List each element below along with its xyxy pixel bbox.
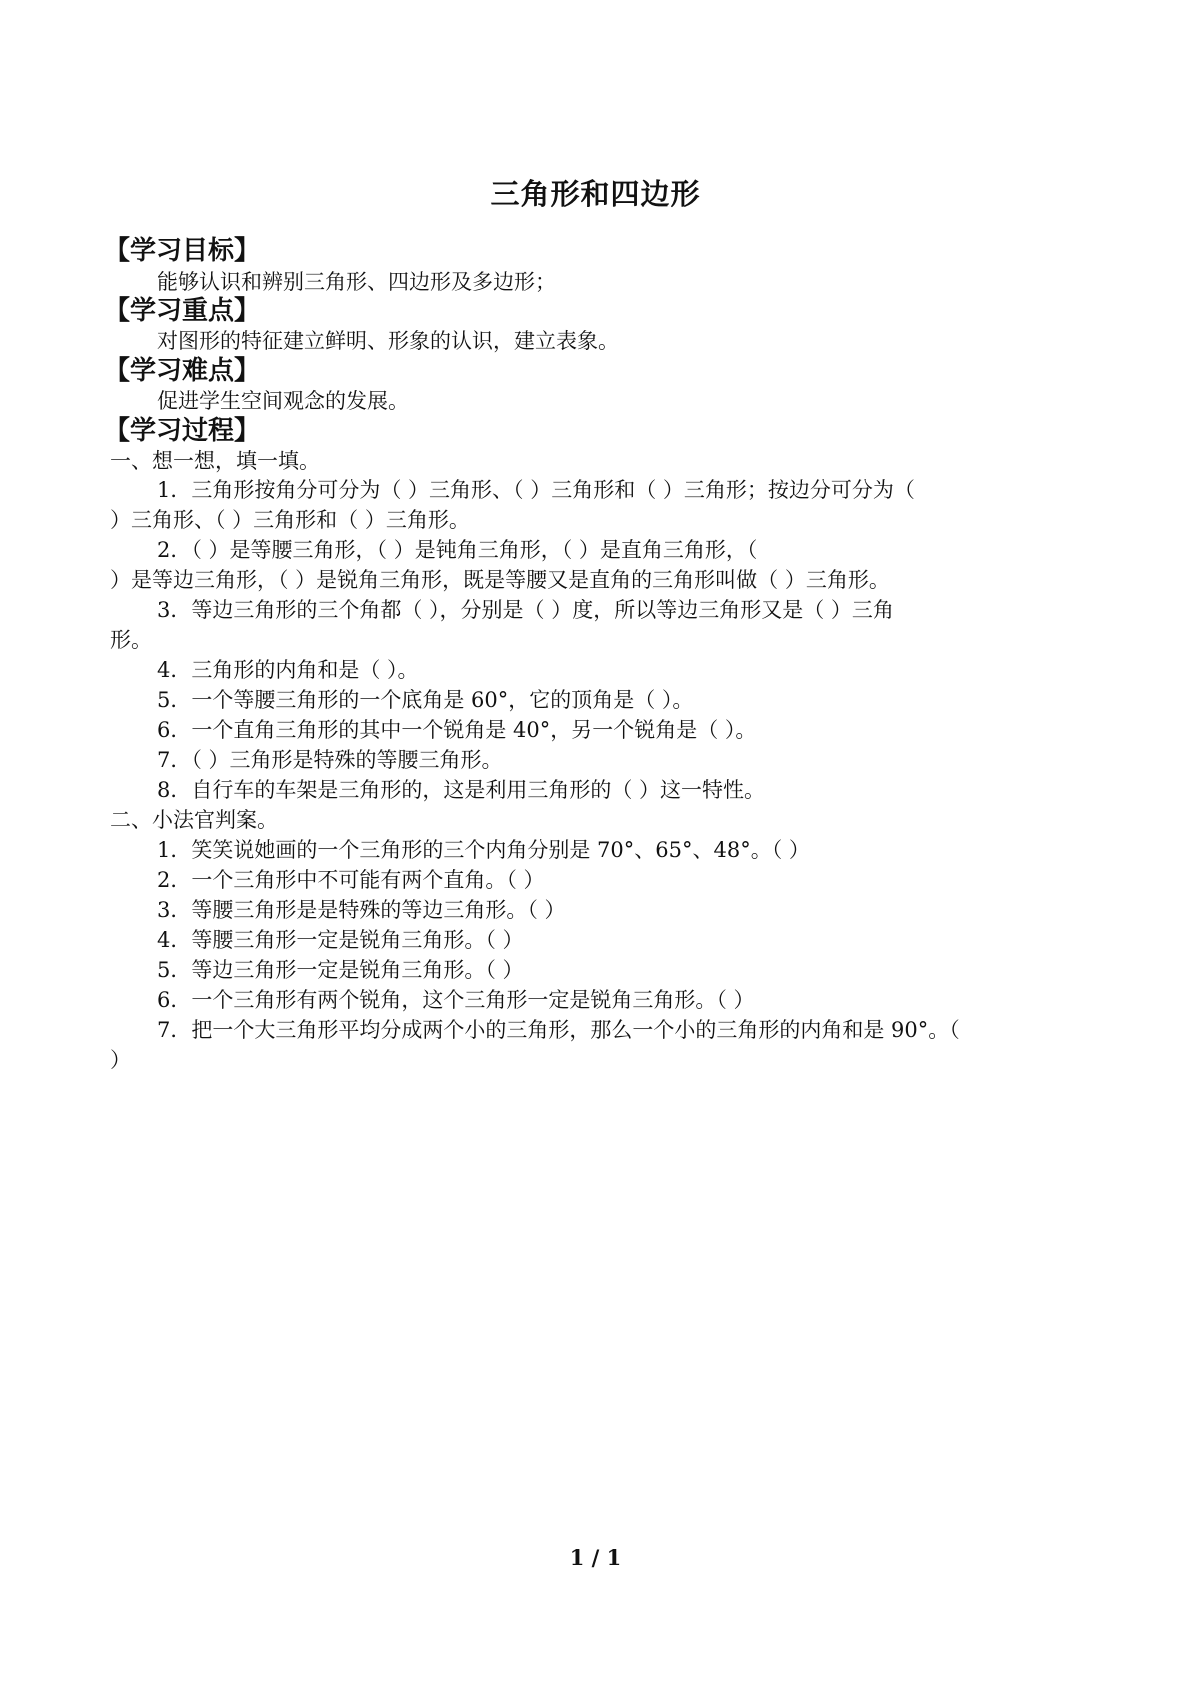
part1-question-6: 6．一个直角三角形的其中一个锐角是 40°，另一个锐角是（ ）。 bbox=[157, 718, 757, 742]
part2-question-1: 1．笑笑说她画的一个三角形的三个内角分别是 70°、65°、48°。（ ） bbox=[157, 838, 810, 862]
part2-question-5: 5．等边三角形一定是锐角三角形。（ ） bbox=[157, 958, 524, 982]
page-number: 1 / 1 bbox=[569, 1545, 622, 1570]
part1-question-1-line-2: ）三角形、（ ）三角形和（ ）三角形。 bbox=[110, 508, 470, 532]
part2-heading: 二、小法官判案。 bbox=[110, 808, 278, 832]
part1-heading: 一、想一想，填一填。 bbox=[110, 449, 320, 473]
goal-heading: 【学习目标】 bbox=[104, 236, 261, 266]
part1-question-5: 5．一个等腰三角形的一个底角是 60°，它的顶角是（ ）。 bbox=[157, 688, 694, 712]
difficulty-text: 促进学生空间观念的发展。 bbox=[157, 389, 409, 413]
process-heading: 【学习过程】 bbox=[104, 416, 261, 446]
page-title: 三角形和四边形 bbox=[490, 177, 701, 211]
part2-question-2: 2．一个三角形中不可能有两个直角。（ ） bbox=[157, 868, 545, 892]
part2-question-7-line-1: 7．把一个大三角形平均分成两个小的三角形，那么一个小的三角形的内角和是 90°。（ bbox=[157, 1018, 960, 1042]
key-heading: 【学习重点】 bbox=[104, 296, 261, 326]
part1-question-8: 8．自行车的车架是三角形的，这是利用三角形的（ ）这一特性。 bbox=[157, 778, 766, 802]
part1-question-4: 4．三角形的内角和是（ ）。 bbox=[157, 658, 419, 682]
difficulty-heading: 【学习难点】 bbox=[104, 356, 261, 386]
part2-question-6: 6．一个三角形有两个锐角，这个三角形一定是锐角三角形。（ ） bbox=[157, 988, 755, 1012]
part1-question-2-line-1: 2．（ ）是等腰三角形，（ ）是钝角三角形，（ ）是直角三角形，（ bbox=[157, 538, 758, 562]
part1-question-3-line-2: 形。 bbox=[110, 628, 152, 652]
key-text: 对图形的特征建立鲜明、形象的认识，建立表象。 bbox=[157, 329, 619, 353]
part2-question-7-line-2: ） bbox=[110, 1048, 131, 1072]
part1-question-1-line-1: 1．三角形按角分可分为（ ）三角形、（ ）三角形和（ ）三角形；按边分可分为（ bbox=[157, 478, 915, 502]
part1-question-7: 7．（ ）三角形是特殊的等腰三角形。 bbox=[157, 748, 503, 772]
part2-question-3: 3．等腰三角形是是特殊的等边三角形。（ ） bbox=[157, 898, 566, 922]
part1-question-2-line-2: ）是等边三角形，（ ）是锐角三角形，既是等腰又是直角的三角形叫做（ ）三角形。 bbox=[110, 568, 890, 592]
goal-text: 能够认识和辨别三角形、四边形及多边形； bbox=[157, 270, 556, 294]
part1-question-3-line-1: 3．等边三角形的三个角都（ ），分别是（ ）度，所以等边三角形又是（ ）三角 bbox=[157, 598, 894, 622]
part2-question-4: 4．等腰三角形一定是锐角三角形。（ ） bbox=[157, 928, 524, 952]
